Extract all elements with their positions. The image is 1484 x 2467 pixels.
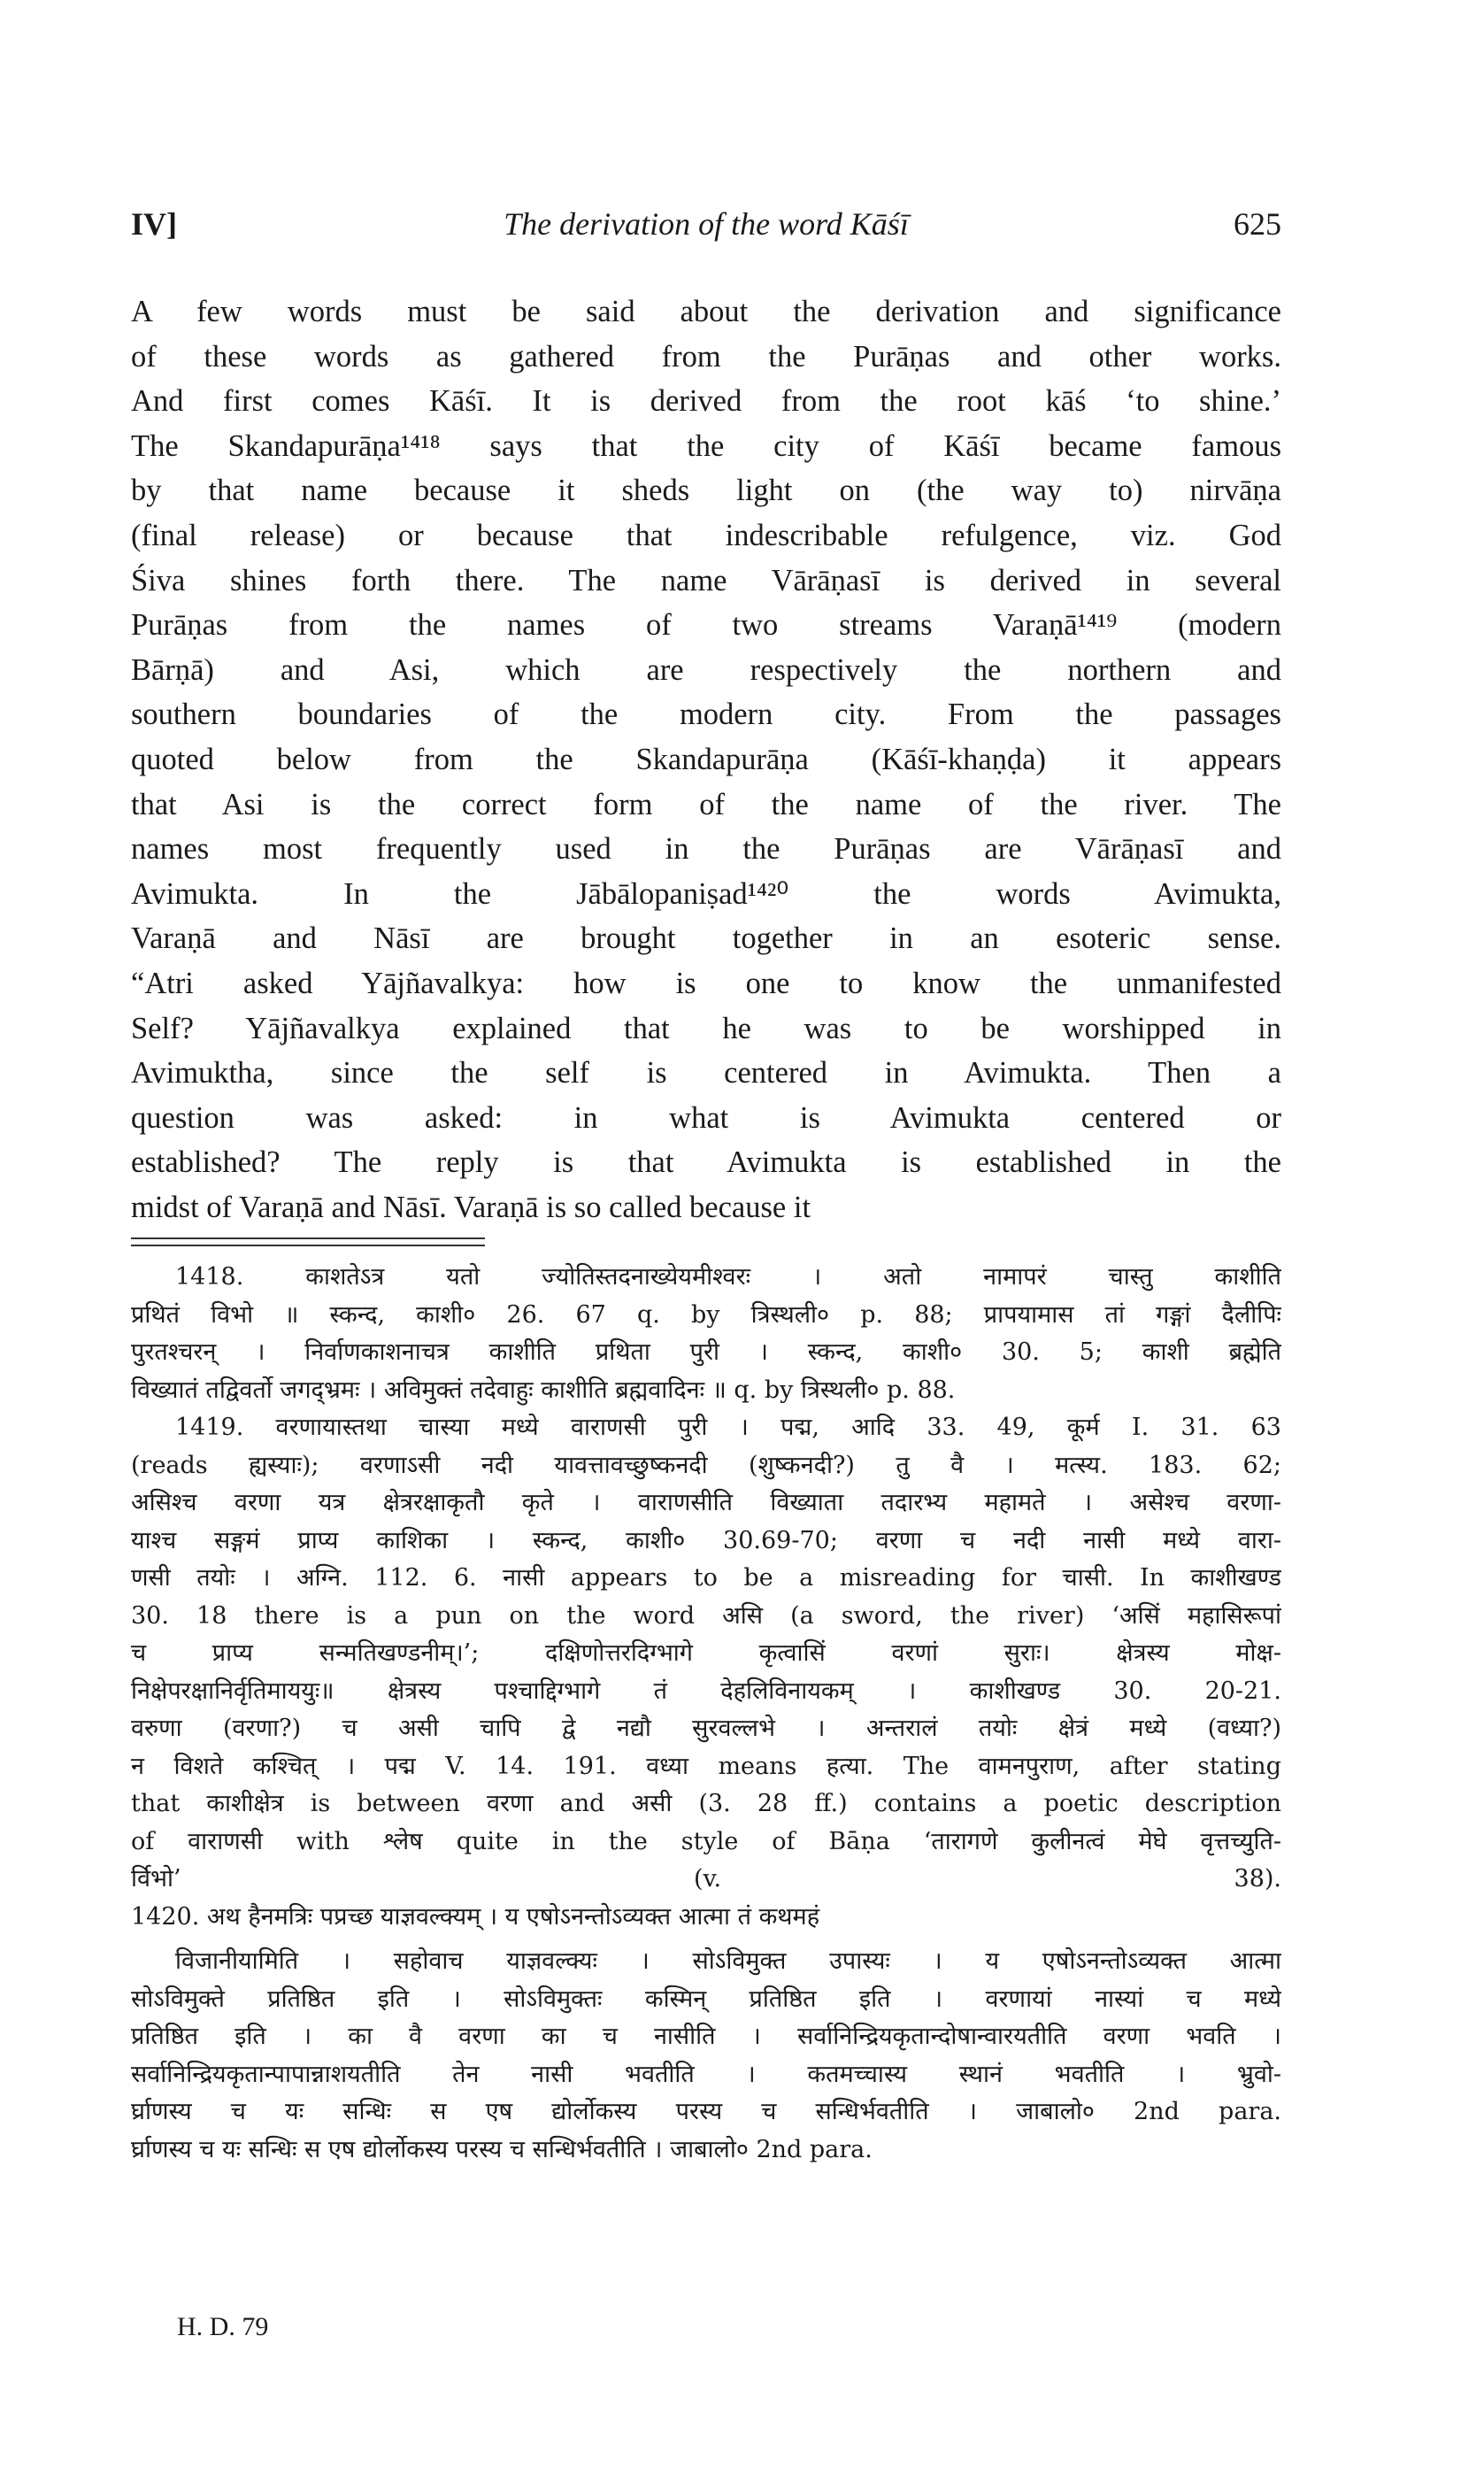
text-line: Bārṇā) and Asi, which are respectively the northern and (131, 652, 1281, 687)
footnote-divider (131, 1237, 485, 1246)
footnote-line: of वाराणसी with श्लेष quite in the style of Bāṇa ‘तारागणे कुलीनत्वं मेघे वृत्तच्युति- (131, 1827, 1281, 1855)
footnote-line: सर्वानिन्द्रियकृतान्पापान्नाशयतीति तेन नासी भवतीति । कतमच्चास्य स्थानं भवतीति । भ्रुवो- (131, 2060, 1281, 2088)
footnote-line: वरुणा (वरणा?) च असी चापि द्वे नद्यौ सुरवल्लभे । अन्तरालं तयोः क्षेत्रं मध्ये (वध्या?) (131, 1715, 1281, 1742)
text-line: Avimukta. In the Jābālopaniṣad¹⁴²⁰ the words Avimukta, (131, 876, 1281, 911)
footnote-line: प्रथितं विभो ॥ स्कन्द, काशी० 26. 67 q. by त्रिस्थली० p. 88; प्रापयामास तां गङ्गां दैलीपिः (131, 1300, 1281, 1329)
text-line: that Asi is the correct form of the name of the river. The (131, 787, 1281, 821)
footnote-line: 1420. अथ हैनमत्रिः पप्रच्छ याज्ञवल्क्यम् । य एषोऽनन्तोऽव्यक्त आत्मा तं कथमहं (131, 1902, 820, 1931)
text-line: of these words as gathered from the Purāṇas and other works. (131, 339, 1281, 374)
footnotes (131, 1259, 1281, 2169)
section-number: IV] (131, 206, 177, 242)
footnote-line: र्घ्राणस्य च यः सन्धिः स एष द्योर्लोकस्य परस्य च सन्धिर्भवतीति । जाबालो० 2nd para. (131, 2135, 873, 2163)
footnote-line: प्रतिष्ठित इति । का वै वरणा का च नासीति । सर्वानिन्द्रियकृतान्दोषान्वारयतीति वरणा भवति । (131, 2023, 1281, 2050)
text-line: Self? Yājñavalkya explained that he was to be worshipped in (131, 1011, 1281, 1045)
main-text (131, 289, 1281, 1230)
footnote-line: र्घ्राणस्य च यः सन्धिः स एष द्योर्लोकस्य परस्य च सन्धिर्भवतीति । जाबालो० 2nd para. (131, 2098, 1281, 2125)
footnote-line: पुरतश्चरन् । निर्वाणकाशनाचत्र काशीति प्रथिता पुरी । स्कन्द, काशी० 30. 5; काशी ब्रह्मेति (131, 1338, 1281, 1366)
running-title: The derivation of the word Kāśī (504, 206, 909, 242)
footnote-line: याश्च सङ्गमं प्राप्य काशिका । स्कन्द, काशी० 30.69-70; वरणा च नदी नासी मध्ये वारा- (131, 1526, 1281, 1554)
text-line: (final release) or because that indescribable refulgence, viz. God (131, 518, 1281, 552)
text-line: midst of Varaṇā and Nāsī. Varaṇā is so called because it (131, 1190, 811, 1224)
footnote-line: (reads ह्यस्याः); वरणाऽसी नदी यावत्तावच्छुष्कनदी (शुष्कनदी?) तु वै । मत्स्य. 183. 62; (131, 1451, 1281, 1479)
footnote-line: 1419. वरणायास्तथा चास्या मध्ये वाराणसी पुरी । पद्म, आदि 33. 49, कूर्म I. 31. 63 (175, 1414, 1281, 1441)
text-line: And first comes Kāśī. It is derived from the root kāś ‘to shine.’ (131, 384, 1281, 419)
footnote-line: 1418. काशतेऽत्र यतो ज्योतिस्तदनाख्येयमीश्वरः । अतो नामापरं चास्तु काशीति (175, 1263, 1281, 1291)
text-line: question was asked: in what is Avimukta centered or (131, 1100, 1281, 1135)
footnote-line: णसी तयोः । अग्नि. 112. 6. नासी appears to be a misreading for चासी. In काशीखण्ड (131, 1564, 1281, 1592)
text-line: established? The reply is that Avimukta is established in the (131, 1145, 1281, 1180)
text-line: Purāṇas from the names of two streams Varaṇā¹⁴¹⁹ (modern (131, 608, 1281, 643)
footnote-line: निक्षेपरक्षानिर्वृतिमाययुः॥ क्षेत्रस्य पश्चाद्दिग्भागे तं देहलिविनायकम् । काशीखण्ड 30. 20-21. (131, 1677, 1281, 1705)
text-line: “Atri asked Yājñavalkya: how is one to know the unmanifested (131, 966, 1281, 1000)
text-line: by that name because it sheds light on (the way to) nirvāṇa (131, 474, 1281, 508)
text-line: The Skandapurāṇa¹⁴¹⁸ says that the city of Kāśī became famous (131, 428, 1281, 463)
footnote-line: च प्राप्य सन्मतिखण्डनीम्।’; दक्षिणोत्तरदिग्भागे कृत्वासिं वरणां सुराः। क्षेत्रस्य मोक्ष- (131, 1639, 1281, 1667)
footnote-line: that काशीक्षेत्र is between वरणा and असी (3. 28 ff.) contains a poetic description (131, 1790, 1281, 1817)
text-line: A few words must be said about the derivation and significance (131, 295, 1281, 328)
running-header (131, 205, 1281, 258)
page-number: 625 (1234, 206, 1281, 242)
footnote-line: सोऽविमुक्ते प्रतिष्ठित इति । सोऽविमुक्तः कस्मिन् प्रतिष्ठित इति । वरणायां नास्यां च मध्ये (131, 1985, 1281, 2013)
footnote-line: विजानीयामिति । सहोवाच याज्ञवल्क्यः । सोऽविमुक्त उपास्यः । य एषोऽनन्तोऽव्यक्त आत्मा (175, 1947, 1281, 1975)
text-line: Avimuktha, since the self is centered in Avimukta. Then a (131, 1056, 1281, 1091)
text-line: Varaṇā and Nāsī are brought together in an esoteric sense. (131, 921, 1281, 956)
footnote-line: न विशते कश्चित् । पद्म V. 14. 191. वध्या means हत्या. The वामनपुराण, after stating (131, 1752, 1281, 1780)
footnote-line: र्विभो’ (v. 38). (131, 1865, 1281, 1893)
text-line: southern boundaries of the modern city. From the passages (131, 698, 1281, 732)
footnote-line: 30. 18 there is a pun on the word असि (a sword, the river) ‘असिं महासिरूपां (131, 1601, 1281, 1630)
footnote-line: विख्यातं तद्विवर्तो जगद्भ्रमः । अविमुक्तं तदेवाहुः काशीति ब्रह्मवादिनः ॥ q. by त्रिस्थली० p. 88. (131, 1376, 956, 1404)
signature-mark: H. D. 79 (177, 2312, 269, 2341)
footnote-line: असिश्च वरणा यत्र क्षेत्ररक्षाकृतौ कृते । वाराणसीति विख्याता तदारभ्य महामते । असेश्च वरणा- (131, 1489, 1281, 1516)
text-line: quoted below from the Skandapurāṇa (Kāśī-khaṇḍa) it appears (131, 742, 1281, 776)
text-line: Śiva shines forth there. The name Vārāṇasī is derived in several (131, 563, 1281, 597)
text-line: names most frequently used in the Purāṇas are Vārāṇasī and (131, 832, 1281, 867)
